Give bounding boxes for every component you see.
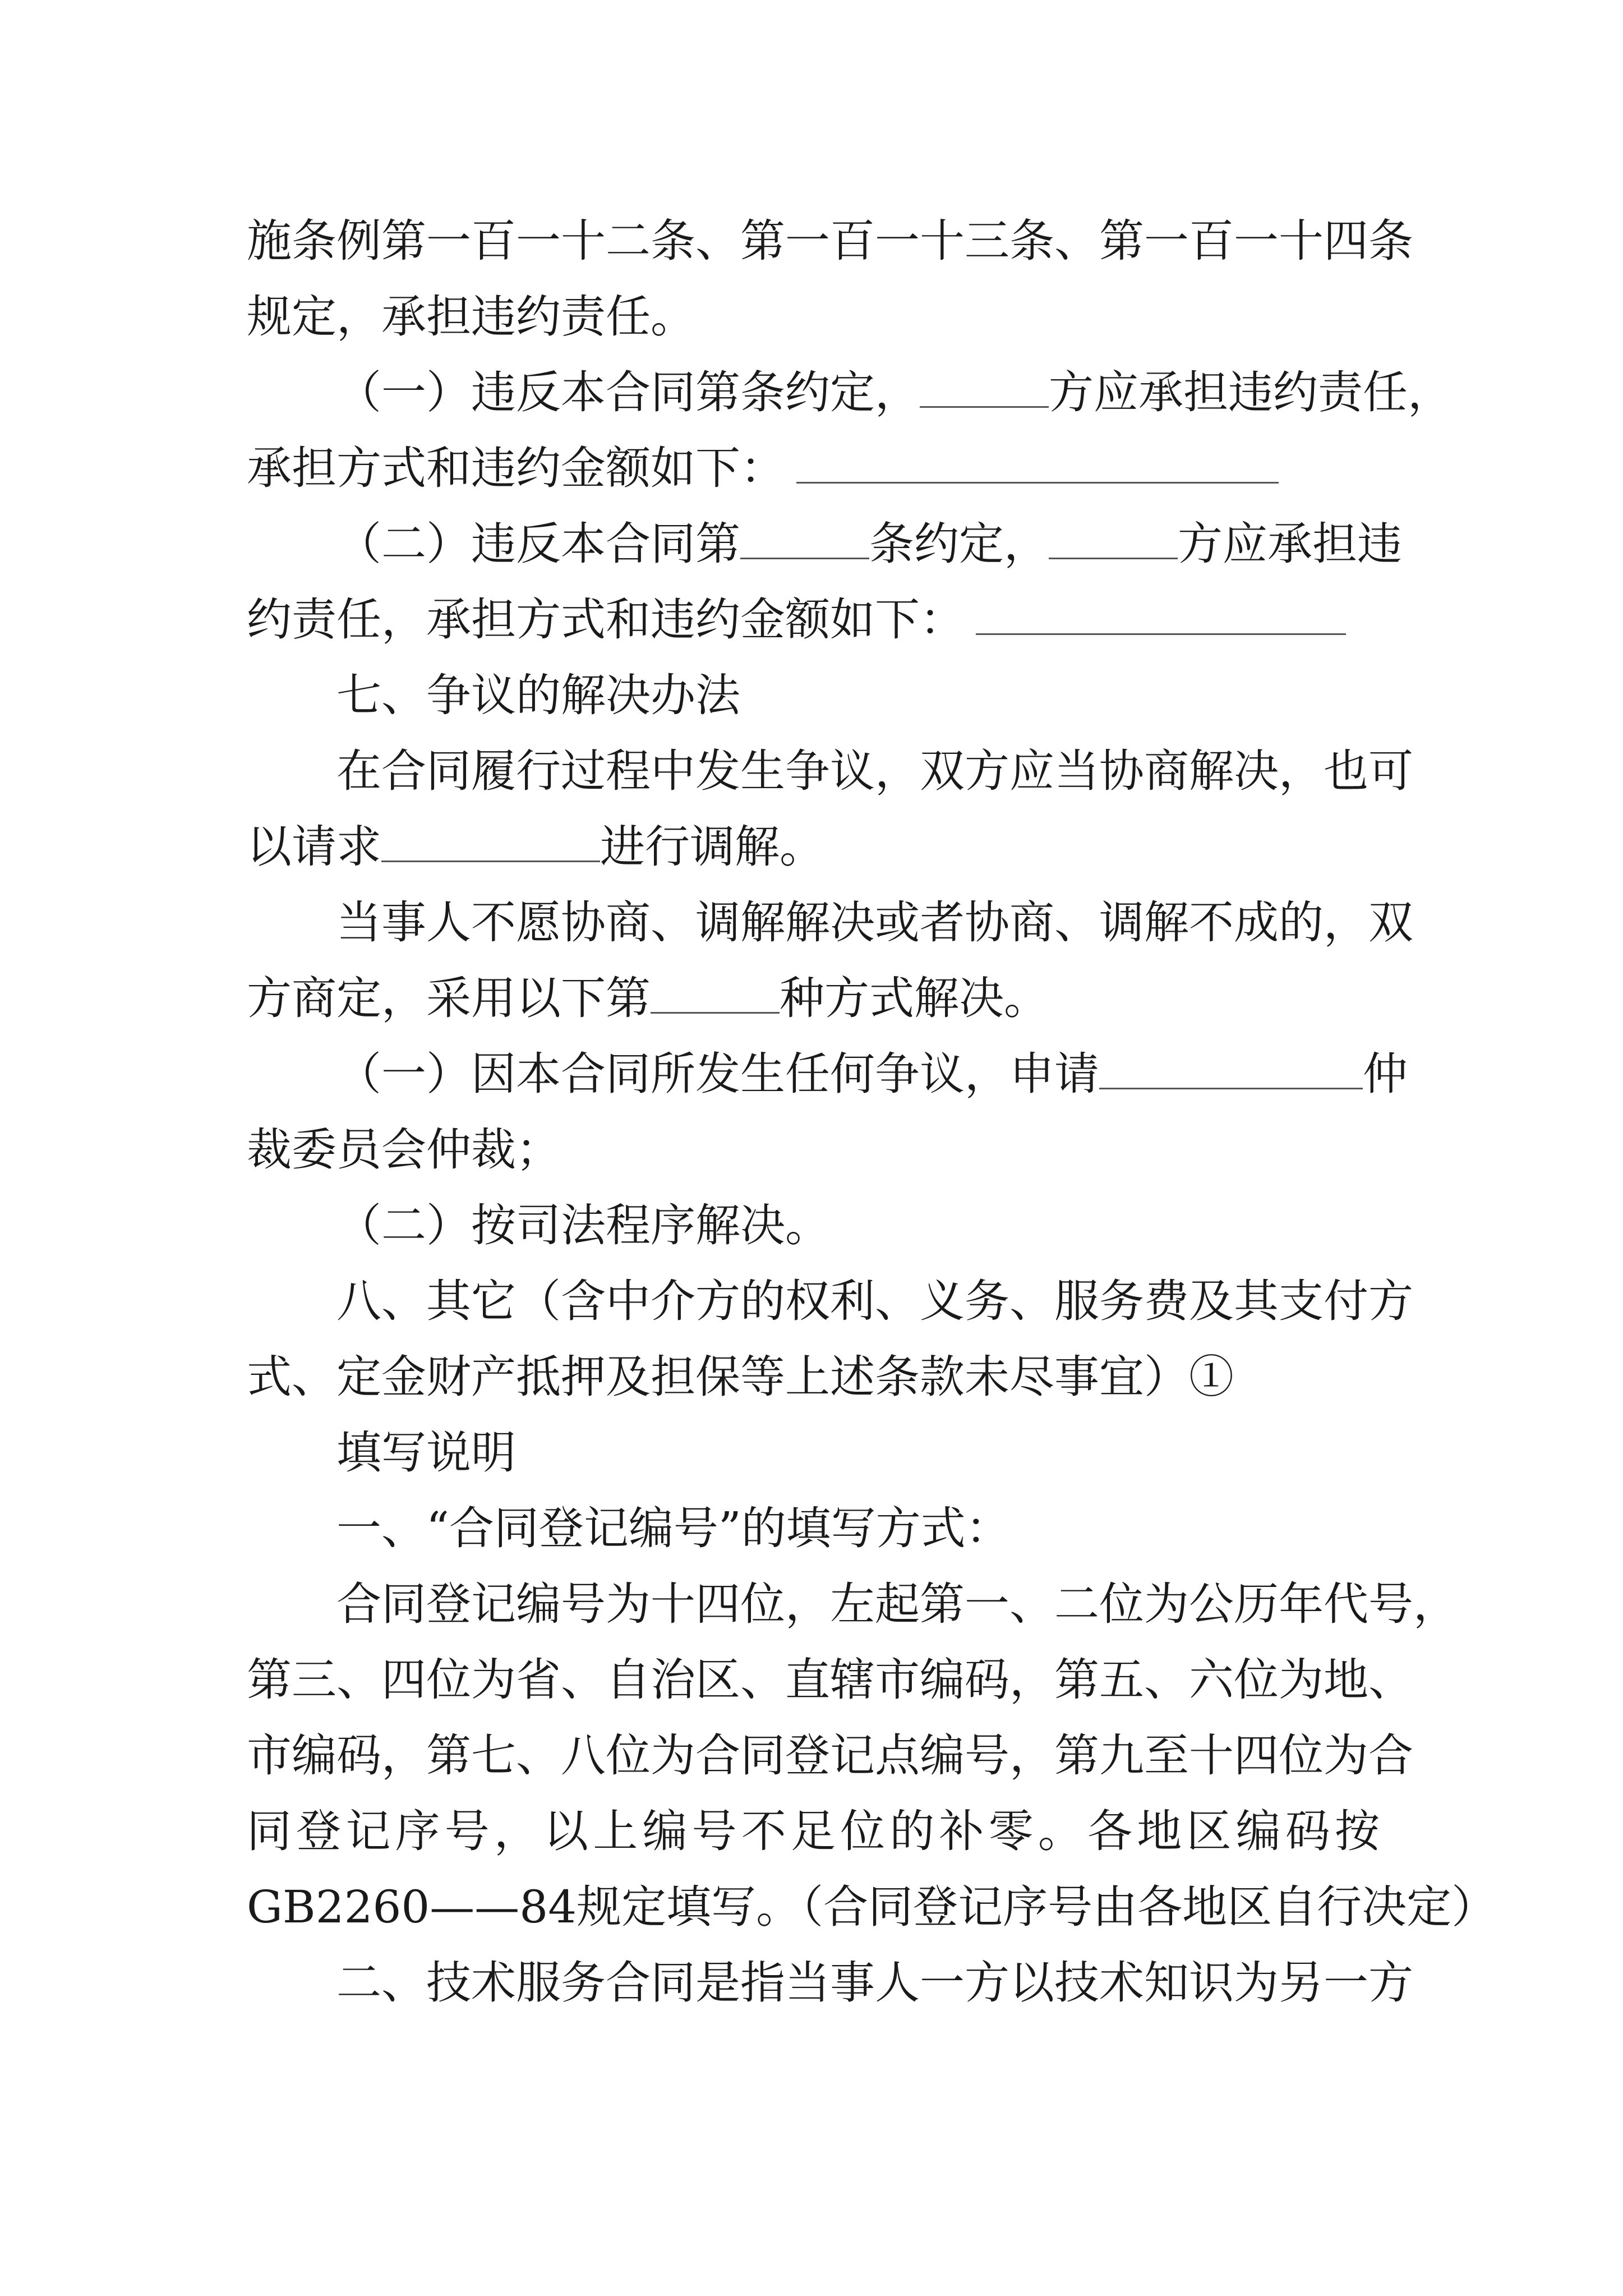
fill-blank[interactable] — [651, 974, 780, 1014]
clause-text: 约责任，承担方式和违约金额如下： — [247, 593, 965, 646]
paragraph-line: 规定，承担违约责任。 — [247, 291, 695, 343]
paragraph-line: 合同登记编号为十四位，左起第一、二位为公历年代号， — [336, 1578, 1458, 1630]
clause-text: 以请求 — [247, 821, 381, 873]
fill-blank[interactable] — [1049, 519, 1178, 559]
clause-text: （一）因本合同所发生任何争议，申请 — [336, 1048, 1099, 1100]
fill-blank[interactable] — [920, 368, 1049, 408]
section-heading: 填写说明 — [336, 1427, 516, 1479]
clause-text: 条约定， — [869, 518, 1049, 570]
paragraph-line — [247, 962, 1049, 1035]
fill-blank[interactable] — [740, 519, 869, 559]
clause-line — [336, 356, 1453, 429]
clause-text: （一）违反本合同第条约定， — [336, 366, 920, 418]
clause-line — [336, 508, 1402, 581]
fill-blank[interactable] — [976, 595, 1346, 635]
clause-text: 方商定，采用以下第 — [247, 972, 651, 1024]
clause-line: 裁委员会仲裁； — [247, 1124, 561, 1176]
fill-blank[interactable] — [381, 822, 600, 862]
paragraph-line: 在合同履行过程中发生争议，双方应当协商解决，也可 — [336, 745, 1413, 797]
paragraph-line: 当事人不愿协商、调解解决或者协商、调解不成的，双 — [336, 896, 1413, 949]
fill-blank[interactable] — [796, 444, 1279, 484]
section-heading: 八、其它（含中介方的权利、义务、服务费及其支付方 — [336, 1275, 1413, 1327]
paragraph-line: 式、定金财产抵押及担保等上述条款未尽事宜）① — [247, 1351, 1234, 1403]
clause-line — [336, 1038, 1408, 1111]
clause-text: 种方式解决。 — [780, 972, 1049, 1024]
section-heading: 一、“合同登记编号”的填写方式： — [336, 1502, 1011, 1554]
clause-line — [247, 583, 1346, 656]
clause-line — [247, 432, 1279, 505]
fill-blank[interactable] — [1099, 1050, 1363, 1089]
clause-text: （二）违反本合同第 — [336, 518, 740, 570]
paragraph-line: 二、技术服务合同是指当事人一方以技术知识为另一方 — [336, 1957, 1413, 2009]
paragraph-line: 同登记序号，以上编号不足位的补零。各地区编码按 — [247, 1805, 1380, 1857]
paragraph-line — [247, 811, 824, 884]
paragraph-line: GB2260——84规定填写。（合同登记序号由各地区自行决定） — [247, 1881, 1497, 1933]
paragraph-line: 市编码，第七、八位为合同登记点编号，第九至十四位为合 — [247, 1729, 1413, 1782]
clause-text: 方应承担违 — [1178, 518, 1402, 570]
clause-text: 进行调解。 — [600, 821, 824, 873]
section-heading: 七、争议的解决办法 — [336, 669, 740, 721]
clause-text: 承担方式和违约金额如下： — [247, 442, 785, 494]
clause-text: 方应承担违约责任， — [1049, 366, 1453, 418]
clause-line: （二）按司法程序解决。 — [336, 1199, 830, 1251]
paragraph-line: 第三、四位为省、自治区、直辖市编码，第五、六位为地、 — [247, 1654, 1413, 1706]
clause-text: 仲 — [1363, 1048, 1408, 1100]
paragraph-line: 施条例第一百一十二条、第一百一十三条、第一百一十四条 — [247, 215, 1413, 267]
